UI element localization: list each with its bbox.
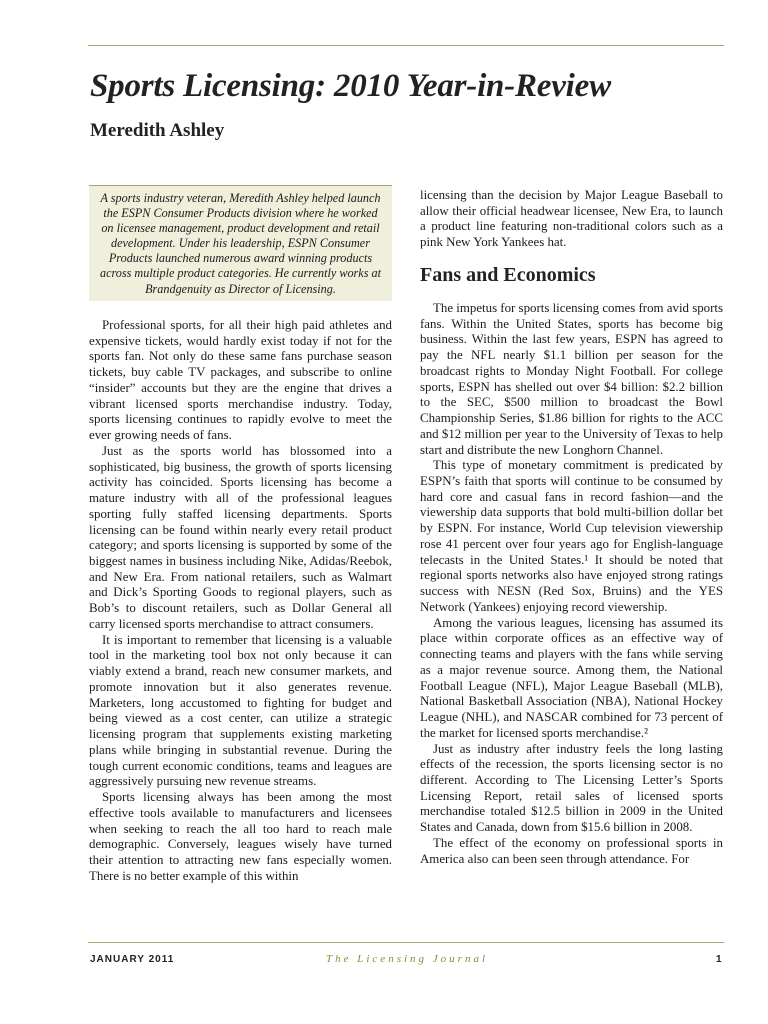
left-column	[89, 185, 392, 884]
right-paragraph-4: Just as industry after industry feels the long lasting effects of the recession, the sports licensing sector is no different. According to The Licensing Letter’s Sports Licensing Report, retail sales of licensed sports merchandise totaled $12.5 billion in 2009 in the United States and Canada, down from $15.6 billion in 2008.	[420, 741, 723, 835]
left-paragraph-3: It is important to remember that licensing is a valuable tool in the marketing tool box not only because it can viably extend a brand, reach new consumer markets, and promote innovation but it also generates revenue. Marketers, long accustomed to fighting for budget and being viewed as a cost center, can utilize a strategic licensing program that supplements existing marketing plans while bringing in substantial revenue. During the tough current economic conditions, teams and leagues are aggressively pursuing new revenue streams.	[89, 632, 392, 789]
right-paragraph-3: Among the various leagues, licensing has assumed its place within corporate offices as an effective way of connecting teams and players with the fans while serving as a major revenue source. Among them, the National Football League (NFL), Major League Baseball (MLB), National Basketball Association (NBA), National Hockey League (NHL), and NASCAR combined for 73 percent of the market for licensed sports merchandise.²	[420, 615, 723, 740]
article-title: Sports Licensing: 2010 Year-in-Review	[90, 68, 611, 104]
left-paragraph-1: Professional sports, for all their high paid athletes and expensive tickets, would hardly exist today if not for the sports fan. Not only do these same fans purchase season tickets, buy cable TV packages, and subscribe to online “insider” accounts but they are the engine that drives a vibrant licensed sports merchandise industry. Today, sports licensing continues to rapidly evolve to meet the ever growing needs of fans.	[89, 318, 392, 443]
author-bio-box	[89, 185, 392, 301]
right-paragraph-1: The impetus for sports licensing comes from avid sports fans. Within the United States, sports has become big business. Within the last few years, ESPN has agreed to pay the NFL nearly $1.1 billion per season for the broadcast rights to Monday Night Football. For college sports, ESPN has shelled out over $4 billion: $2.2 billion to the SEC, $500 million to broadcast the Bowl Championship Series, $1.86 billion for rights to the ACC and $12 million per year to the University of Texas to help start and distribute the new Longhorn Channel.	[420, 300, 723, 457]
right-paragraph-2: This type of monetary commitment is predicated by ESPN’s faith that sports will continue to be consumed by hard core and casual fans in record fashion—and the viewership data supports that bold multi-billion dollar bet by ESPN. For instance, World Cup television viewership rose 41 percent over four years ago for English-language telecasts in the United States.¹ It should be noted that regional sports networks also have enjoyed strong ratings success with NESN (Red Sox, Bruins) and the YES Network (Yankees) enjoying record viewership.	[420, 458, 723, 614]
author-bio-text: A sports industry veteran, Meredith Ashley helped launch the ESPN Consumer Products division where he worked on licensee management, product development and retail development. Under his leadership, ESPN Consumer Products launched numerous award winning products across multiple product categories. He currently works at Brandgenuity as Director of Licensing.	[100, 191, 381, 296]
bottom-rule	[88, 942, 724, 943]
right-paragraph-5: The effect of the economy on professional sports in America also can been seen through attendance. For	[420, 835, 723, 866]
footer-journal-name: The Licensing Journal	[326, 953, 488, 965]
left-paragraph-4: Sports licensing always has been among the most effective tools available to manufacturers and licensees when seeking to reach the all too hard to reach male demographic. Conversely, leagues wisely have turned their attention to attracting new fans especially women. There is no better example of this within	[89, 790, 392, 883]
top-rule	[88, 45, 724, 46]
right-continuation-paragraph: licensing than the decision by Major League Baseball to allow their official headwear licensee, New Era, to launch a product line featuring non-traditional colors such as a pink New York Yankees hat.	[420, 188, 723, 250]
article-author: Meredith Ashley	[90, 120, 225, 141]
left-paragraph-2: Just as the sports world has blossomed into a sophisticated, big business, the growth of sports licensing activity has coincided. Sports licensing has become a mature industry with all of the professional leagues sporting fully staffed licensing departments. Sports licensing can be found within nearly every retail product category; and sports licensing is supported by some of the biggest names in business including Nike, Adidas/Reebok, and New Era. From national retailers, such as Walmart and Dick’s Sporting Goods to regional players, such as Bob’s to discount retailers, such as Dollar General all carry licensed sports merchandise to attract consumers.	[89, 443, 392, 631]
footer-page-number: 1	[716, 954, 722, 965]
section-heading: Fans and Economics	[420, 263, 596, 286]
left-body	[89, 318, 392, 884]
right-column	[420, 188, 723, 867]
footer-date: JANUARY 2011	[90, 954, 175, 965]
